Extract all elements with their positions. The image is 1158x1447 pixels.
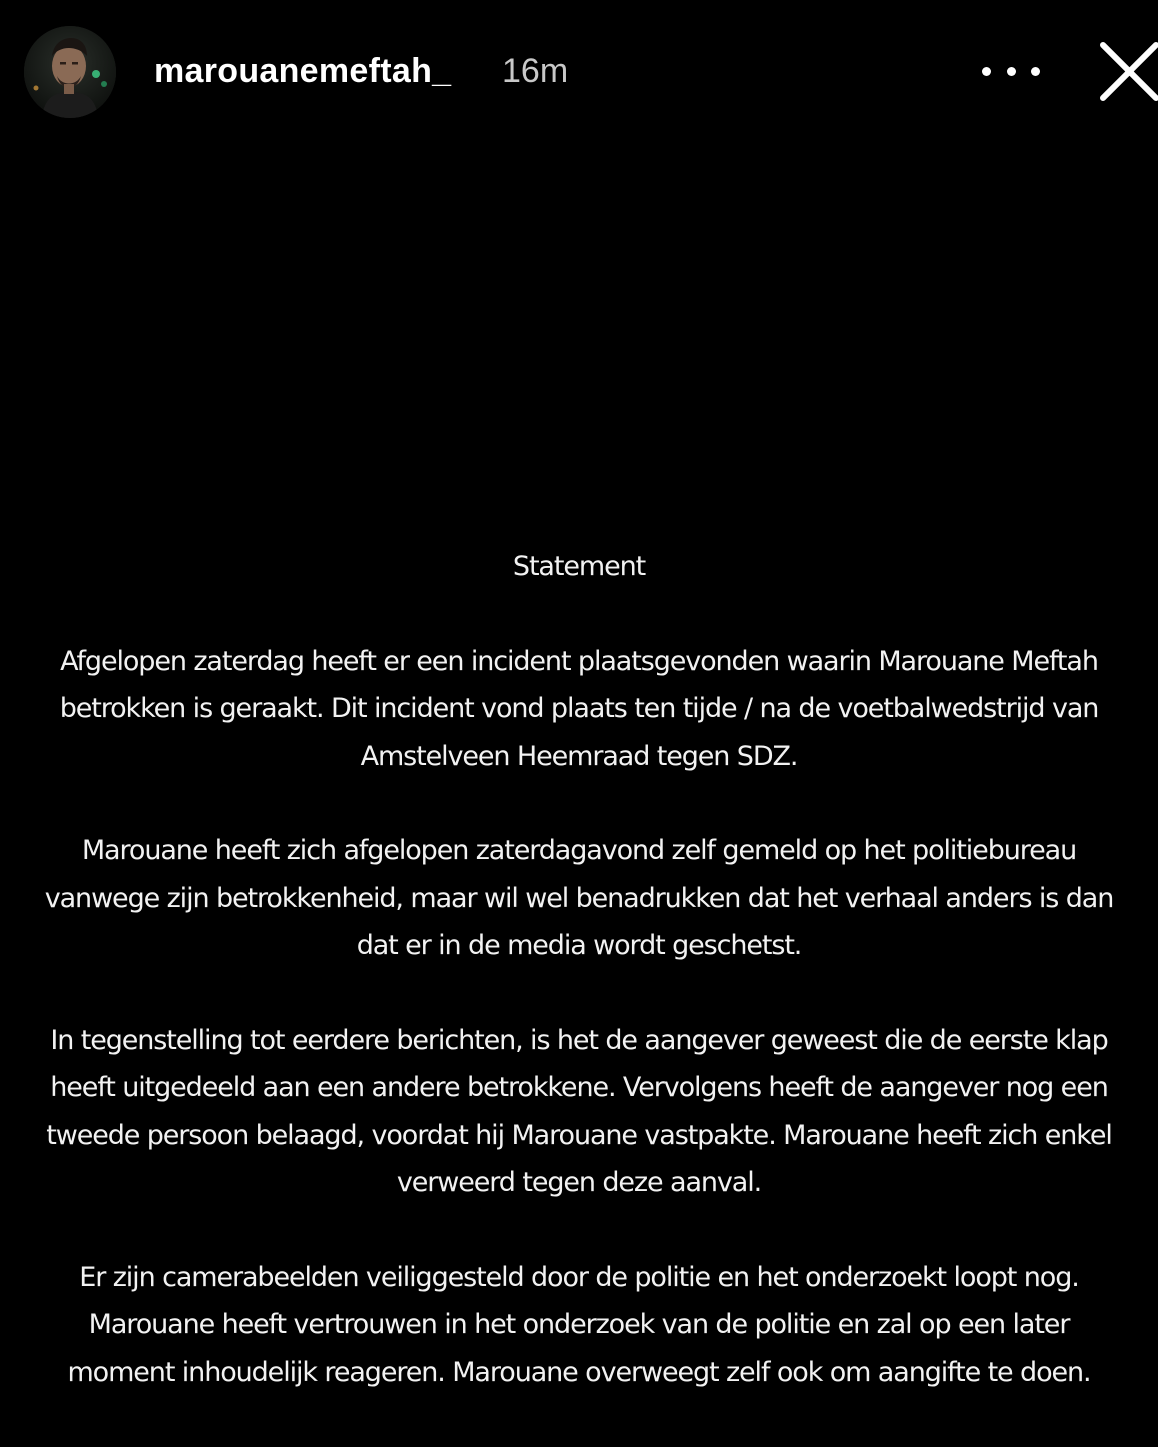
- statement-text: [40, 543, 1118, 1443]
- post-time: 16m: [502, 52, 569, 90]
- close-icon: [1098, 40, 1158, 102]
- statement-paragraph: Afgelopen zaterdag heeft er een incident plaatsgevonden waarin Marouane Meftah betrokken is geraakt. Dit incident vond plaats ten tijde / na de voetbalwedstrijd van Amstelveen Heemraad tegen SDZ.: [59, 645, 1099, 772]
- more-horizontal-icon: [982, 67, 991, 76]
- profile-photo: [24, 26, 116, 118]
- more-horizontal-icon-dot: [1007, 67, 1016, 76]
- close-button[interactable]: [1098, 40, 1158, 102]
- avatar[interactable]: [24, 26, 116, 118]
- statement-title: Statement: [512, 551, 646, 582]
- statement-paragraph: In tegenstelling tot eerdere berichten, is het de aangever geweest die de eerste klap heeft uitgedeeld aan een andere betrokkene. Vervolgens heeft de aangever nog een tweede persoon belaagd, voordat hij Marouane vastpakte. Marouane heeft zich enkel verweerd tegen deze aanval.: [46, 1024, 1112, 1198]
- statement-paragraph: Er zijn camerabeelden veiliggesteld door de politie en het onderzoekt loopt nog. Marouane heeft vertrouwen in het onderzoek van de politie en zal op een later moment inhoudelijk reageren. Marouane overweegt zelf ook om aangifte te doen.: [67, 1261, 1091, 1388]
- username[interactable]: marouanemeftah_: [154, 52, 452, 90]
- story-header: [0, 0, 1158, 140]
- statement-paragraph: Marouane heeft zich afgelopen zaterdagavond zelf gemeld op het politiebureau vanwege zijn betrokkenheid, maar wil wel benadrukken dat het verhaal anders is dan dat er in de media wordt geschetst.: [44, 835, 1114, 961]
- more-options-button[interactable]: [982, 50, 1040, 92]
- more-horizontal-icon-dot: [1031, 67, 1040, 76]
